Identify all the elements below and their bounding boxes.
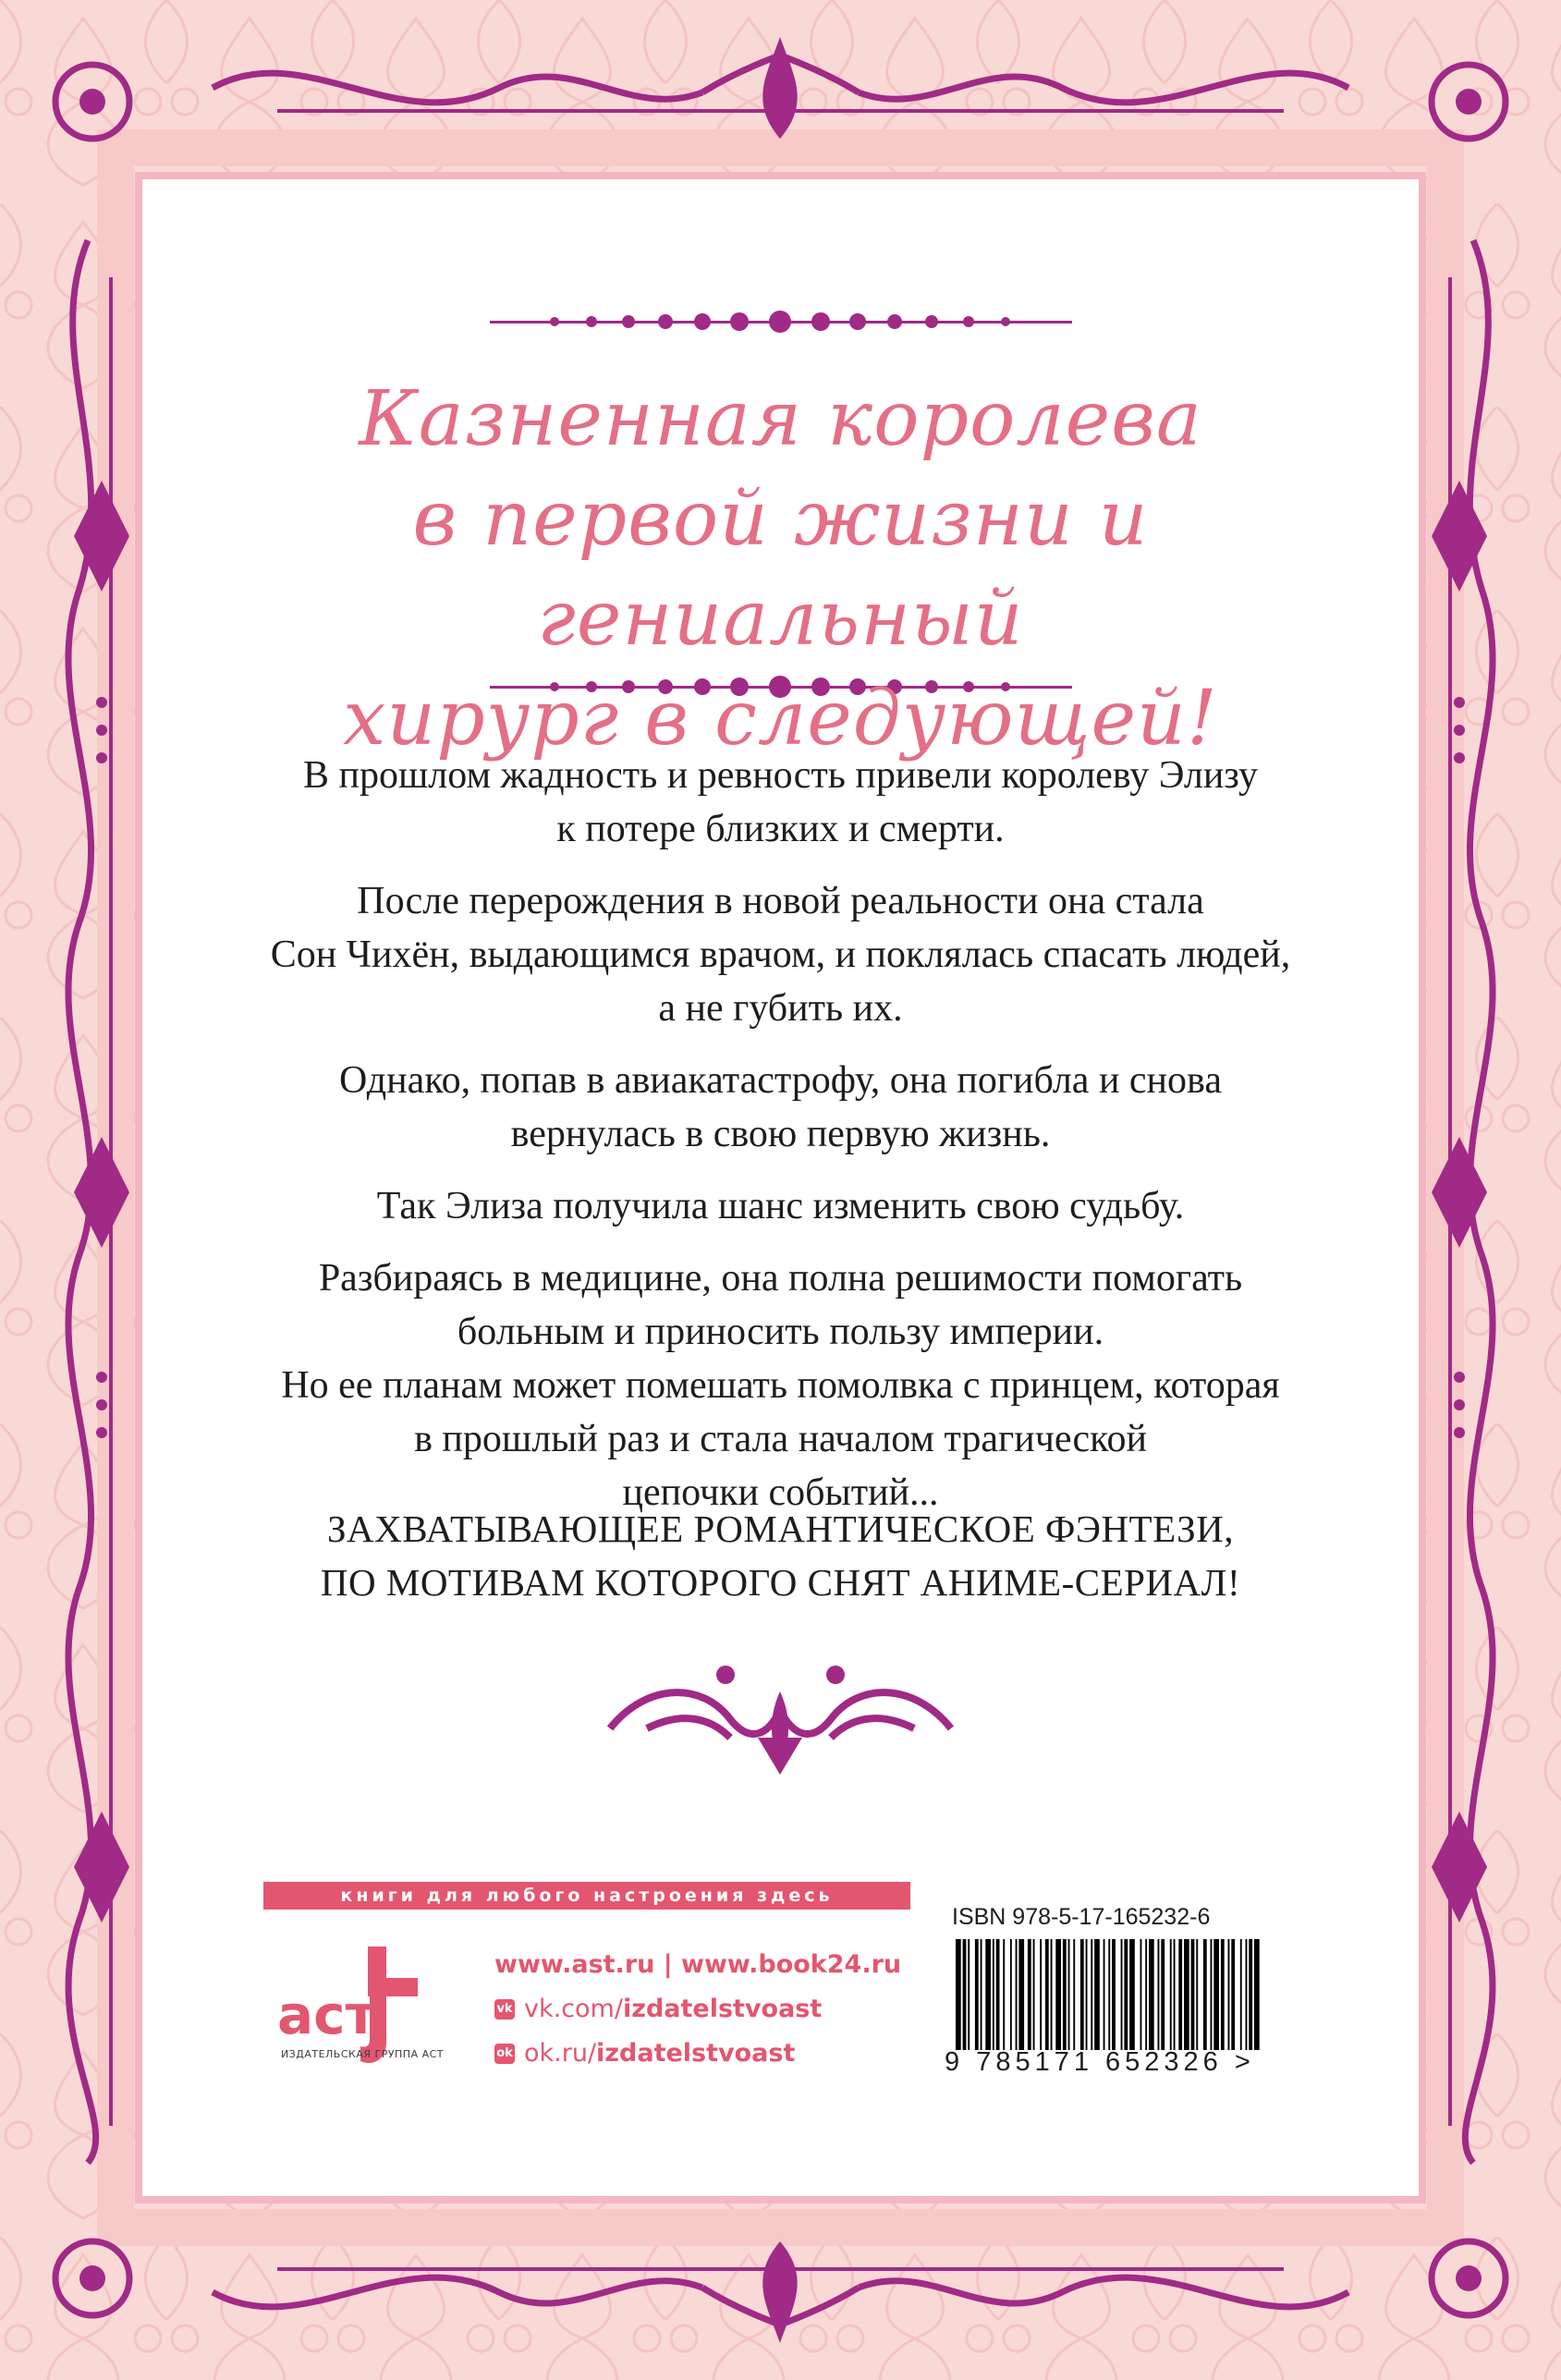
synopsis-paragraph (203, 1054, 1358, 1161)
barcode-bar (1170, 1939, 1172, 2050)
barcode-bar (1051, 1939, 1053, 2050)
barcode-bar (1086, 1939, 1088, 2050)
synopsis-line: Так Элиза получила шанс изменить свою судьбу. (376, 1185, 1185, 1227)
promo-text (203, 1502, 1358, 1609)
isbn-label: ISBN 978-5-17-165232-6 (952, 1904, 1211, 1930)
barcode-bar (1213, 1939, 1219, 2050)
barcode-bar (1104, 1939, 1105, 2050)
logo-text: аст (277, 1983, 377, 2046)
barcode-bar (1124, 1939, 1128, 2050)
barcode-bar (985, 1939, 991, 2050)
barcode-bar (1249, 1939, 1252, 2050)
barcode-bar (1091, 1939, 1092, 2050)
barcode-bar (1140, 1939, 1142, 2050)
tagline (231, 370, 1330, 769)
barcode-bar (1112, 1939, 1116, 2050)
barcode-bar (1063, 1939, 1067, 2050)
barcode-bar (1080, 1939, 1084, 2050)
barcode-bar (996, 1939, 1000, 2050)
barcode-bar (1094, 1939, 1100, 2050)
barcode-bar (1028, 1939, 1031, 2050)
barcode-bar (1040, 1939, 1042, 2050)
synopsis-line: Однако, попав в авиакатастрофу, она погибла и снова (339, 1059, 1222, 1102)
barcode-bar (1240, 1939, 1242, 2050)
synopsis-line: В прошлом жадность и ревность привели королеву Элизу (302, 754, 1259, 797)
synopsis (203, 749, 1358, 1538)
tagline-line-1: Казненная королева (359, 375, 1202, 463)
synopsis-paragraph (203, 1179, 1358, 1233)
barcode-bar (1254, 1939, 1260, 2050)
barcode-bar (1055, 1939, 1061, 2050)
ok-link[interactable] (494, 2032, 975, 2076)
synopsis-line: Сон Чихён, выдающимся врачом, и поклялась спасать людей, (270, 934, 1291, 976)
publisher-links (494, 1943, 975, 2076)
barcode-bar (981, 1939, 982, 2050)
synopsis-paragraph (203, 874, 1358, 1035)
barcode-bar (1045, 1939, 1049, 2050)
synopsis-line: к потере близких и смерти. (556, 808, 1005, 850)
websites-link[interactable]: www.ast.ru | www.book24.ru (494, 1950, 902, 1979)
barcode-bar (993, 1939, 994, 2050)
barcode-bar (1016, 1939, 1018, 2050)
barcode-digits: 9 785171 652326 > (945, 2047, 1255, 2077)
barcode-bar (1149, 1939, 1154, 2050)
ok-prefix: ok.ru/ (524, 2039, 597, 2068)
barcode-bar (1073, 1939, 1075, 2050)
synopsis-line: а не губить их. (658, 987, 903, 1030)
tagline-line-3: хирург в следующей! (343, 675, 1218, 763)
synopsis-paragraph (203, 1251, 1358, 1359)
synopsis-line: в прошлый раз и стала началом трагической (414, 1418, 1147, 1460)
barcode-bar (1121, 1939, 1123, 2050)
barcode-bar (968, 1939, 970, 2050)
barcode-bar (1178, 1939, 1182, 2050)
barcode-bar (975, 1939, 979, 2050)
vk-icon: vk (494, 1999, 515, 2020)
ok-handle: izdatelstvoast (596, 2039, 796, 2068)
barcode-bar (1174, 1939, 1176, 2050)
tagline-line-2: в первой жизни и гениальный (412, 475, 1149, 663)
synopsis-line: цепочки событий... (622, 1471, 939, 1514)
barcode-bar (1184, 1939, 1189, 2050)
barcode (952, 1939, 1266, 2050)
barcode-bar (1010, 1939, 1012, 2050)
barcode-bar (1228, 1939, 1230, 2050)
barcode-bar (1246, 1939, 1248, 2050)
barcode-bar (1221, 1939, 1225, 2050)
barcode-bar (1161, 1939, 1165, 2050)
ok-icon: ok (494, 2044, 515, 2064)
barcode-bar (1211, 1939, 1213, 2050)
synopsis-line: После перерождения в новой реальности она стала (357, 880, 1204, 922)
barcode-bar (1129, 1939, 1135, 2050)
barcode-bar (1196, 1939, 1198, 2050)
publisher-slogan: книги для любого настроения здесь (263, 1882, 910, 1910)
promo-line-2: ПО МОТИВАМ КОТОРОГО СНЯТ АНИМЕ-СЕРИАЛ! (320, 1561, 1241, 1604)
barcode-bar (1068, 1939, 1070, 2050)
barcode-bar (1158, 1939, 1160, 2050)
barcode-bar (1231, 1939, 1235, 2050)
barcode-bar (956, 1939, 961, 2050)
synopsis-paragraph (203, 1359, 1358, 1520)
synopsis-line: вернулась в свою первую жизнь. (510, 1113, 1051, 1155)
barcode-bar (1145, 1939, 1147, 2050)
promo-line-1: ЗАХВАТЫВАЮЩЕЕ РОМАНТИЧЕСКОЕ ФЭНТЕЗИ, (326, 1507, 1235, 1550)
synopsis-line: Разбираясь в медицине, она полна решимости помогать (318, 1257, 1243, 1300)
synopsis-line: Но ее планам может помешать помолвка с принцем, которая (281, 1364, 1280, 1407)
barcode-bar (963, 1939, 967, 2050)
vk-prefix: vk.com/ (524, 1995, 623, 2023)
barcode-bar (1108, 1939, 1110, 2050)
barcode-bar (1018, 1939, 1024, 2050)
vk-handle: izdatelstvoast (622, 1995, 823, 2023)
barcode-bar (1033, 1939, 1035, 2050)
synopsis-line: больным и приносить пользу империи. (457, 1311, 1104, 1353)
publisher-name: ИЗДАТЕЛЬСКАЯ ГРУППА АСТ (280, 2048, 445, 2060)
barcode-bar (1191, 1939, 1195, 2050)
vk-link[interactable] (494, 1987, 975, 2032)
barcode-bar (1003, 1939, 1005, 2050)
synopsis-paragraph (203, 749, 1358, 856)
barcode-bar (1203, 1939, 1207, 2050)
